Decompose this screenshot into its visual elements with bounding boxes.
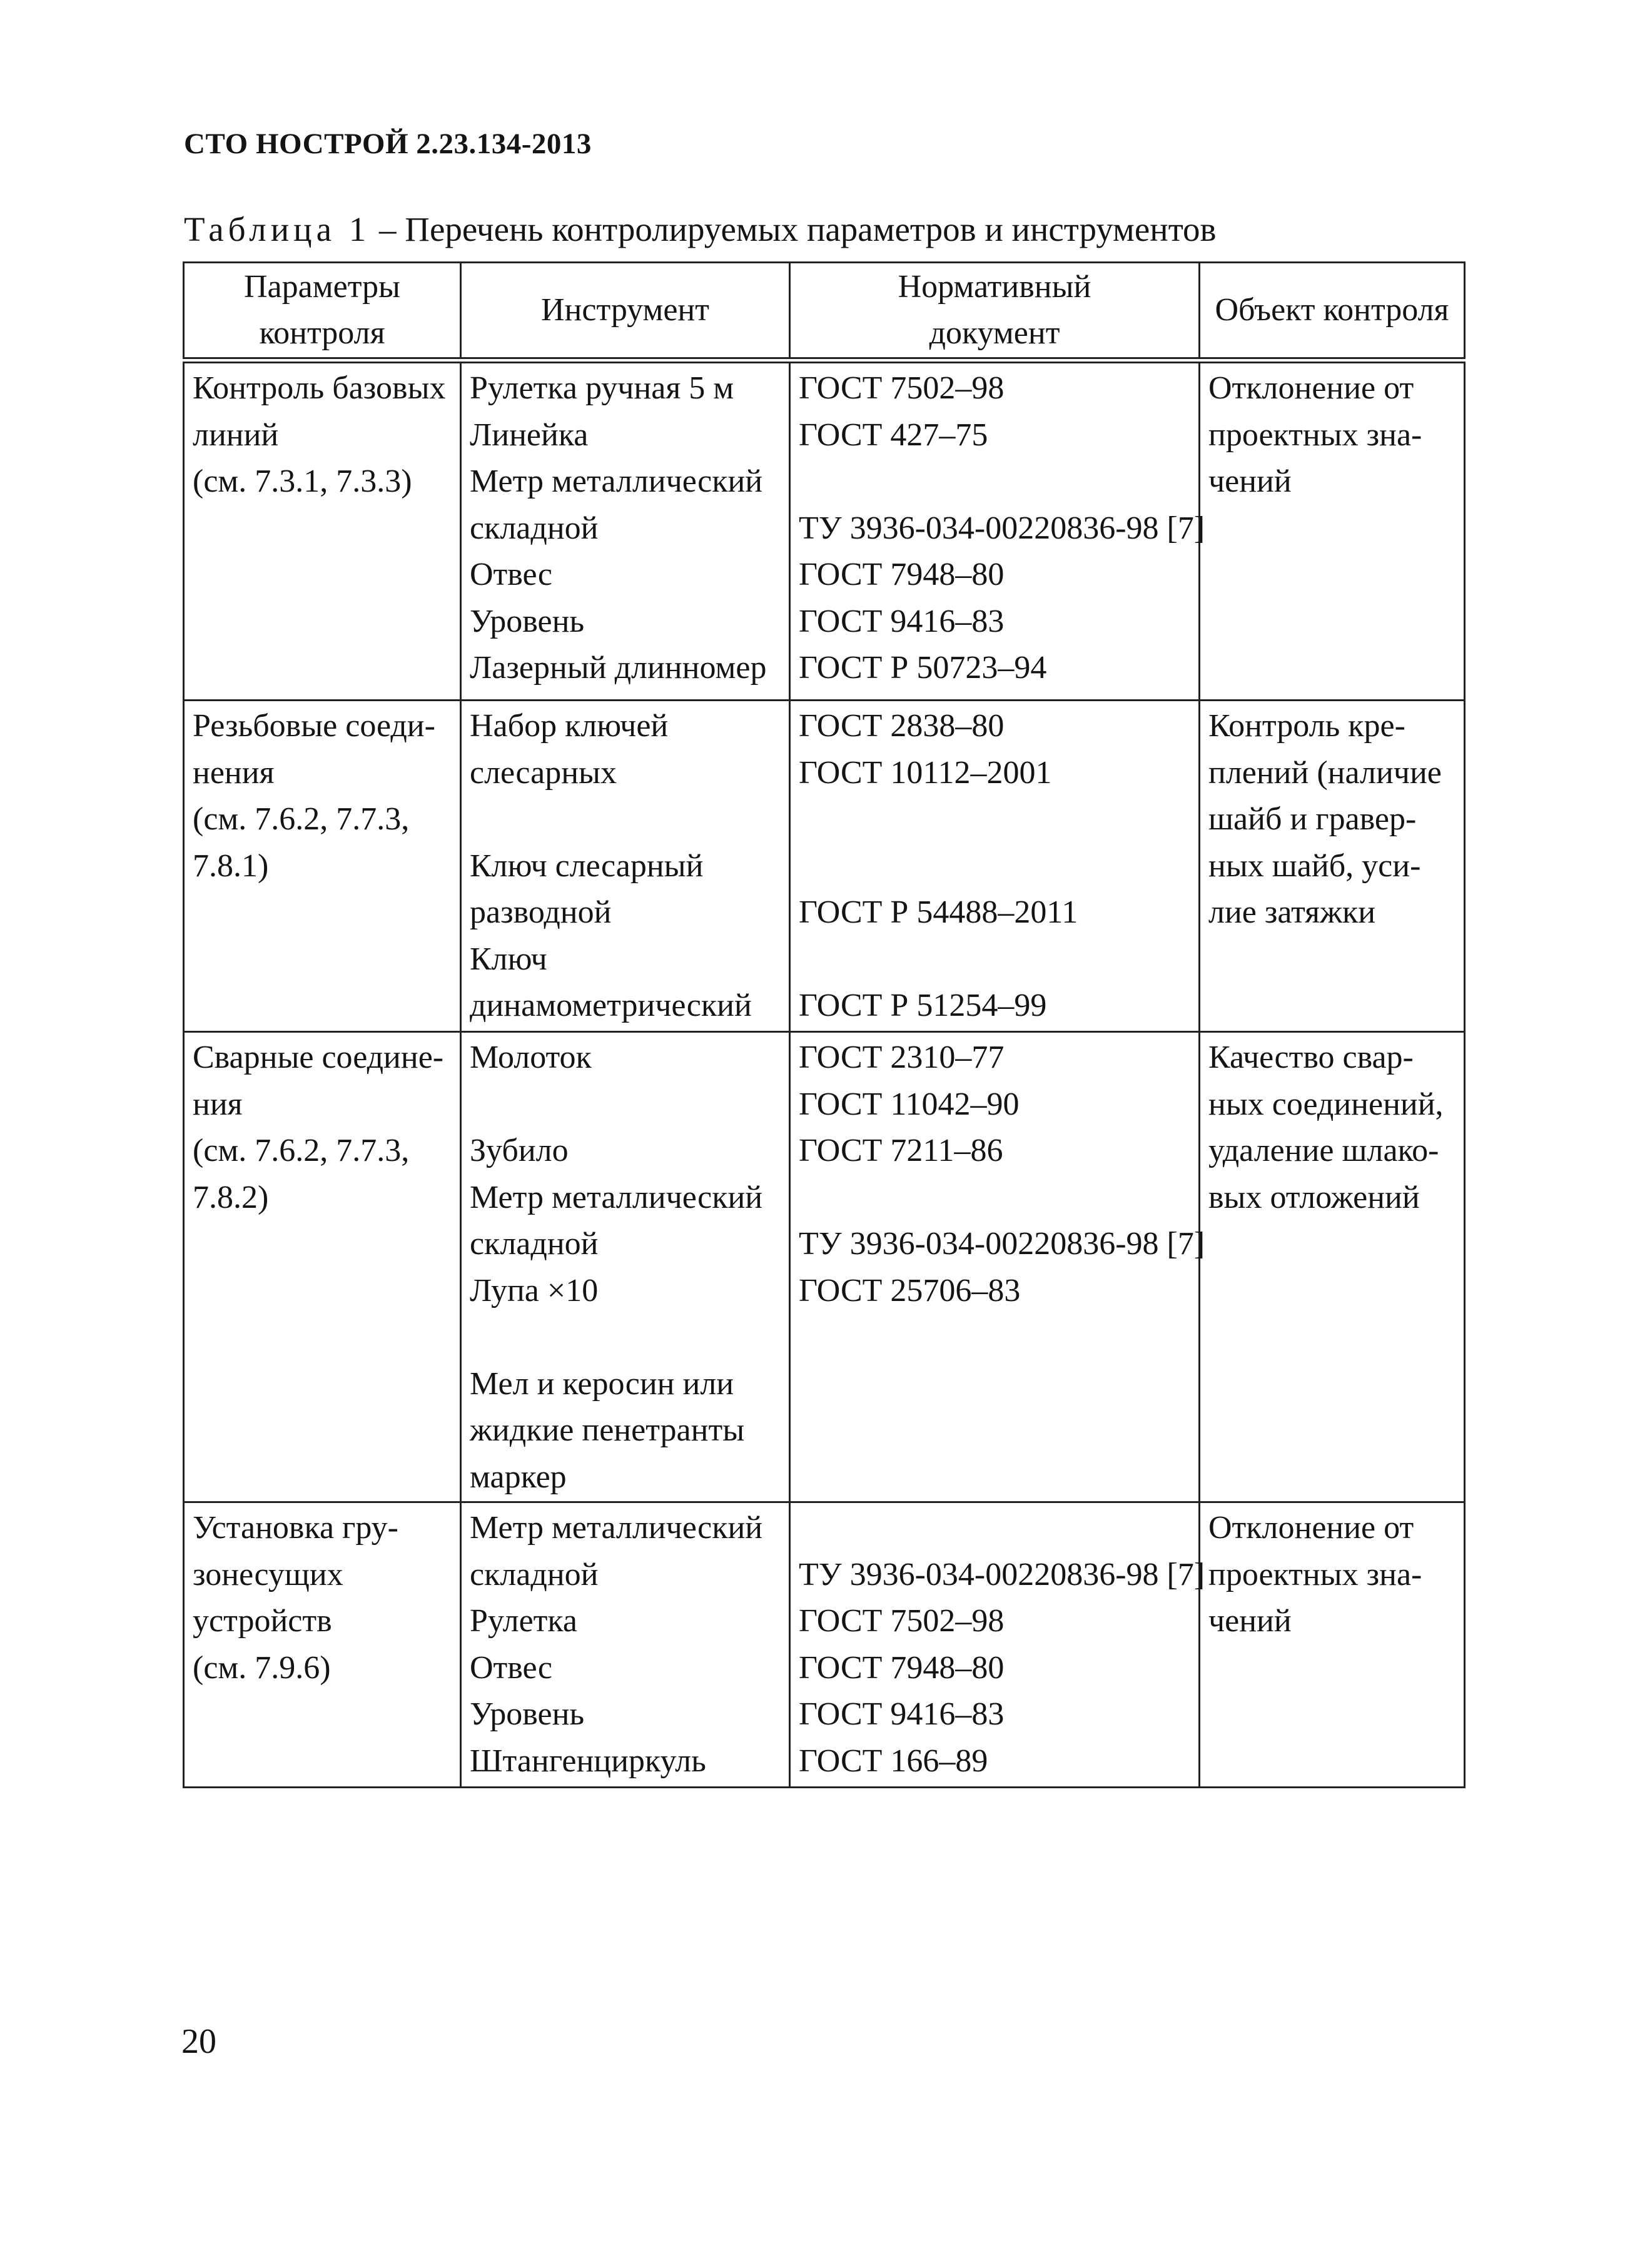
cell-instruments (461, 701, 790, 1032)
cell-line (193, 936, 457, 983)
cell-line: ГОСТ Р 54488–2011 (799, 894, 1078, 930)
cell-line: Зубило (470, 1133, 569, 1168)
cell-line: Метр металлический (470, 463, 763, 499)
cell-line: Установка гру- (193, 1510, 398, 1546)
cell-instruments (461, 1032, 790, 1502)
cell-line (193, 889, 457, 936)
cell-line: Штангенциркуль (470, 1743, 706, 1779)
cell-line (193, 1407, 457, 1454)
header-line: Нормативный (898, 268, 1091, 305)
cell-line: Сварные соедине- (193, 1040, 444, 1075)
cell-objects (1200, 1032, 1465, 1502)
cell-line: ГОСТ 7502–98 (799, 370, 1005, 406)
cell-line (1208, 936, 1461, 983)
header-line: Параметры (244, 268, 400, 305)
cell-line: Резьбовые соеди- (193, 708, 435, 744)
cell-line: Лазерный длинномер (470, 650, 767, 686)
cell-line: ГОСТ 9416–83 (799, 603, 1005, 639)
cell-line: ГОСТ 166–89 (799, 1743, 988, 1779)
cell-line: зонесущих (193, 1556, 343, 1592)
cell-line: Отвес (470, 1649, 552, 1686)
cell-objects (1200, 360, 1465, 701)
cell-line (1208, 1645, 1461, 1692)
table-row (184, 360, 1465, 701)
cell-line: шайб и гравер- (1208, 801, 1417, 837)
cell-line: ГОСТ 10112–2001 (799, 754, 1052, 791)
cell-line (799, 1361, 1196, 1408)
cell-line: 7.8.2) (193, 1179, 269, 1215)
cell-line: Уровень (470, 603, 585, 639)
cell-line: линий (193, 417, 279, 453)
cell-parameters (184, 1502, 461, 1788)
cell-line: ТУ 3936-034-00220836-98 [7] (799, 510, 1205, 546)
cell-line (799, 1175, 1196, 1222)
header-line: Инструмент (541, 291, 709, 328)
table-row (184, 701, 1465, 1032)
page-number: 20 (181, 2022, 216, 2061)
cell-line: Метр металлический (470, 1510, 763, 1546)
cell-line: чений (1208, 463, 1292, 499)
cell-line (193, 1268, 457, 1315)
cell-line (193, 1361, 457, 1408)
cell-line (799, 1505, 1196, 1552)
cell-line: Отвес (470, 557, 552, 592)
cell-line: ГОСТ 25706–83 (799, 1272, 1021, 1309)
table-caption-text: – Перечень контролируемых параметров и инструментов (370, 210, 1217, 248)
cell-documents (790, 1032, 1205, 1502)
cell-line (1208, 505, 1461, 552)
cell-line: слесарных (470, 754, 617, 791)
cell-line: Набор ключей (470, 708, 669, 744)
cell-line (193, 1314, 457, 1361)
cell-line: проектных зна- (1208, 417, 1422, 453)
cell-line (1208, 1268, 1461, 1315)
cell-line: устройств (193, 1603, 332, 1639)
cell-line (470, 1314, 786, 1361)
cell-line (1208, 1314, 1461, 1361)
cell-line (193, 505, 457, 552)
cell-line: Мел и керосин или (470, 1365, 734, 1402)
cell-line (193, 1691, 457, 1738)
cell-line: ГОСТ 2310–77 (799, 1040, 1005, 1075)
cell-line: ния (193, 1086, 243, 1122)
cell-line: нения (193, 754, 275, 791)
cell-line: Рулетка (470, 1603, 577, 1639)
cell-line (193, 1221, 457, 1268)
cell-line (799, 843, 1196, 890)
table-caption-label: Таблица 1 (184, 210, 371, 248)
cell-line: ГОСТ 11042–90 (799, 1086, 1020, 1122)
cell-documents (790, 701, 1200, 1032)
cell-line (1208, 1454, 1461, 1501)
header-line: контроля (259, 315, 385, 351)
cell-line: (см. 7.6.2, 7.7.3, (193, 1133, 410, 1168)
cell-parameters (184, 701, 461, 1032)
cell-line: (см. 7.9.6) (193, 1649, 331, 1686)
cell-line (470, 796, 786, 843)
cell-documents (790, 1502, 1205, 1788)
cell-line: складной (470, 510, 599, 546)
cell-line: жидкие пенетранты (470, 1412, 745, 1448)
cell-line: Качество свар- (1208, 1040, 1414, 1075)
cell-line: ГОСТ Р 51254–99 (799, 988, 1047, 1023)
cell-line (1208, 645, 1461, 692)
cell-line: Молоток (470, 1040, 592, 1075)
cell-line: Уровень (470, 1696, 585, 1732)
cell-line: маркер (470, 1459, 567, 1495)
cell-line (1208, 1691, 1461, 1738)
cell-line (193, 645, 457, 692)
column-header-instrument (461, 263, 790, 361)
cell-instruments (461, 360, 790, 701)
cell-line: складной (470, 1556, 599, 1592)
cell-line: проектных зна- (1208, 1556, 1422, 1592)
cell-line: складной (470, 1226, 599, 1262)
column-header-parameters (184, 263, 461, 361)
cell-line: Линейка (470, 417, 589, 453)
controls-table (183, 261, 1466, 1788)
cell-line: лие затяжки (1208, 894, 1376, 930)
cell-line: (см. 7.3.1, 7.3.3) (193, 463, 412, 499)
cell-line: ных соединений, (1208, 1086, 1444, 1122)
cell-line: чений (1208, 1603, 1292, 1639)
cell-line: Отклонение от (1208, 1510, 1414, 1546)
cell-line: ТУ 3936-034-00220836-98 [7] (799, 1556, 1205, 1592)
cell-line (1208, 1221, 1461, 1268)
cell-line (193, 552, 457, 599)
cell-line: динамометрический (470, 988, 752, 1023)
cell-line (470, 1081, 786, 1128)
cell-line (193, 1454, 457, 1501)
cell-line (799, 796, 1196, 843)
cell-line: Метр металлический (470, 1179, 763, 1215)
cell-line: 7.8.1) (193, 848, 269, 884)
cell-documents (790, 360, 1205, 701)
cell-line: Отклонение от (1208, 370, 1414, 406)
cell-line: Контроль кре- (1208, 708, 1405, 744)
cell-line (193, 1738, 457, 1785)
cell-line: ГОСТ 7211–86 (799, 1133, 1003, 1168)
cell-line (1208, 552, 1461, 599)
table-row (184, 1502, 1465, 1788)
cell-line (799, 936, 1196, 983)
cell-line (1208, 1361, 1461, 1408)
cell-parameters (184, 360, 461, 701)
cell-line: ГОСТ 7948–80 (799, 1649, 1005, 1686)
cell-line: Рулетка ручная 5 м (470, 370, 734, 406)
cell-line (1208, 1407, 1461, 1454)
table-header-row (184, 263, 1465, 361)
cell-line: ных шайб, уси- (1208, 848, 1421, 884)
cell-line: Ключ слесарный (470, 848, 704, 884)
cell-line (1208, 599, 1461, 645)
cell-line (1208, 1738, 1461, 1785)
cell-line: разводной (470, 894, 612, 930)
cell-objects (1200, 1502, 1465, 1788)
cell-line: ГОСТ 7948–80 (799, 557, 1005, 592)
cell-line (799, 458, 1196, 505)
cell-line: ГОСТ 2838–80 (799, 708, 1005, 744)
cell-line: ГОСТ 7502–98 (799, 1603, 1005, 1639)
cell-line (1208, 983, 1461, 1030)
cell-instruments (461, 1502, 790, 1788)
cell-line: плений (наличие (1208, 754, 1442, 791)
cell-line (193, 983, 457, 1030)
cell-line: ГОСТ 9416–83 (799, 1696, 1005, 1732)
cell-line: удаление шлако- (1208, 1133, 1439, 1168)
cell-line: Ключ (470, 941, 547, 977)
cell-line: вых отложений (1208, 1179, 1420, 1215)
cell-line: ГОСТ Р 50723–94 (799, 650, 1047, 686)
cell-line: ГОСТ 427–75 (799, 417, 988, 453)
document-code: СТО НОСТРОЙ 2.23.134-2013 (184, 128, 592, 160)
table-row (184, 1032, 1465, 1502)
column-header-document (790, 263, 1200, 361)
cell-parameters (184, 1032, 461, 1502)
table-caption (184, 210, 1217, 249)
cell-line (799, 1407, 1196, 1454)
cell-line: Контроль базовых (193, 370, 446, 406)
column-header-object (1200, 263, 1465, 361)
header-line: Объект контроля (1215, 291, 1449, 328)
cell-objects (1200, 701, 1465, 1032)
header-line: документ (929, 315, 1060, 351)
cell-line: (см. 7.6.2, 7.7.3, (193, 801, 410, 837)
cell-line (799, 1314, 1196, 1361)
cell-line (193, 599, 457, 645)
cell-line: ТУ 3936-034-00220836-98 [7] (799, 1226, 1205, 1262)
cell-line (799, 1454, 1196, 1501)
cell-line: Лупа ×10 (470, 1272, 599, 1309)
